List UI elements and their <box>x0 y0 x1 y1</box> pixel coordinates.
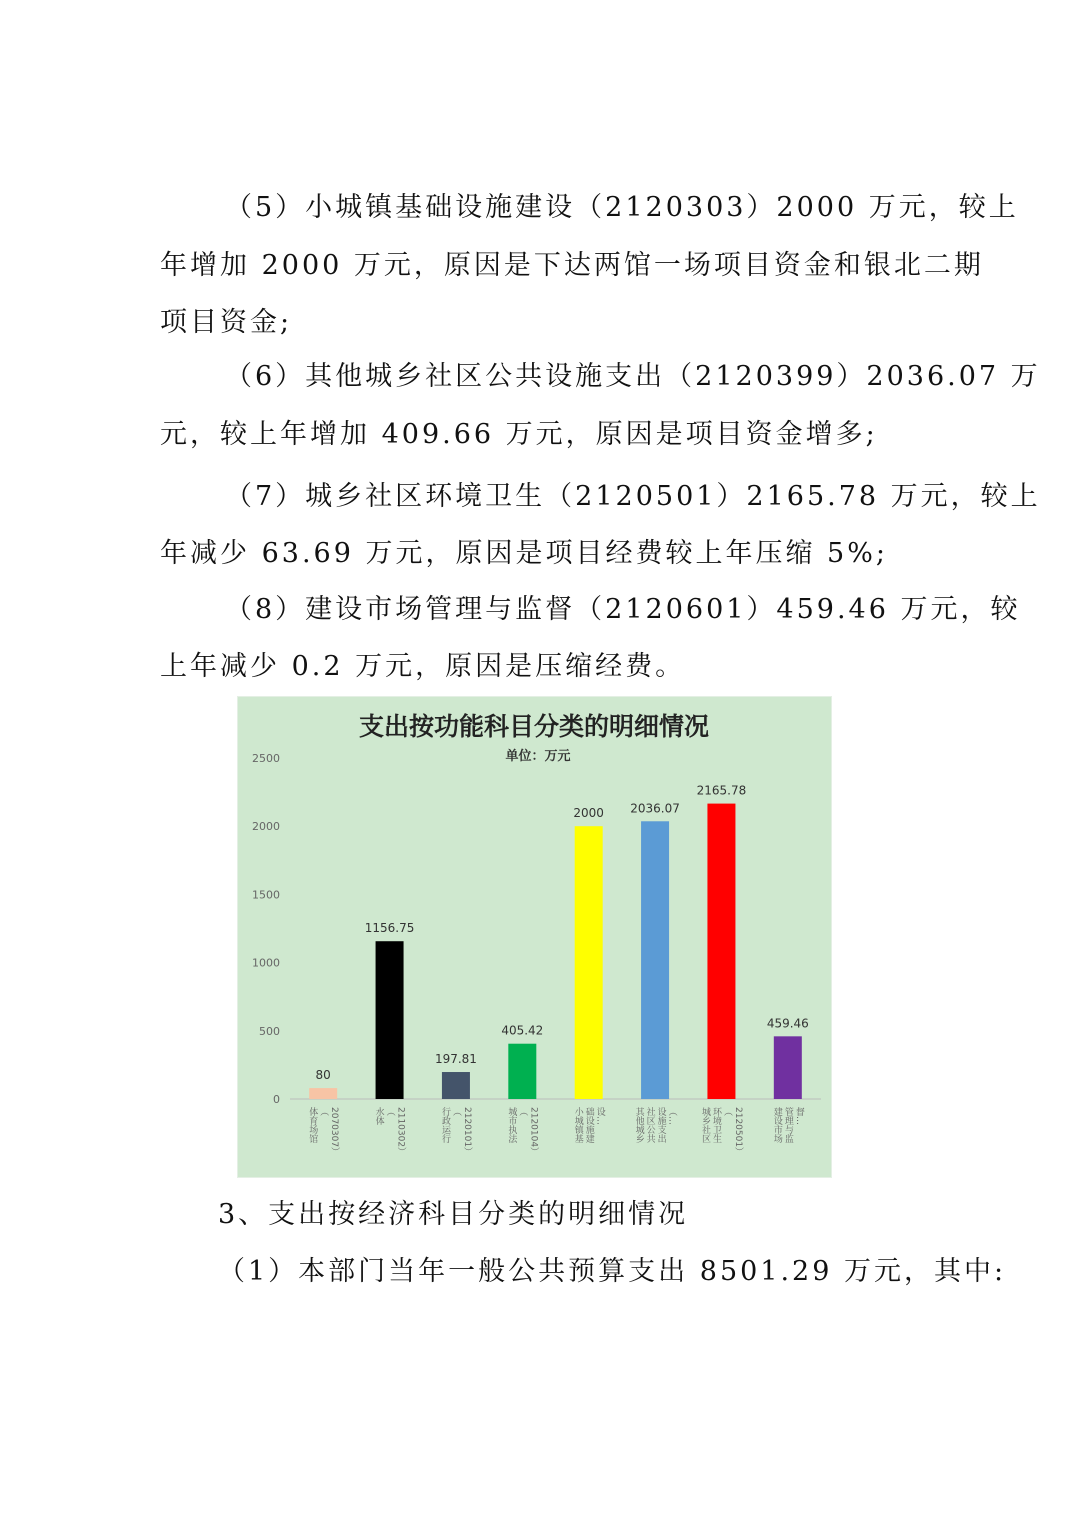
paragraph-5-line-3: 项目资金; <box>160 307 293 338</box>
x-tick-label-0-line-1: （ <box>318 1107 329 1116</box>
chart-svg <box>238 697 831 1177</box>
x-tick-label-0-line-0: 体育场馆 <box>307 1107 318 1143</box>
x-tick-label-7-line-2: 督… <box>793 1107 804 1125</box>
paragraph-6-line-2: 元，较上年增加 409.66 万元，原因是项目资金增多; <box>160 419 878 450</box>
x-tick-label-6 <box>700 1106 744 1156</box>
x-tick-label-5-line-3: （… <box>666 1107 677 1125</box>
x-tick-label-4-line-0: 小城镇基 <box>572 1107 583 1143</box>
paragraph-7-line-1: （7）城乡社区环境卫生（2120501）2165.78 万元，较上 <box>225 481 1041 512</box>
bar-5 <box>641 821 669 1099</box>
data-label-3: 405.42 <box>501 1023 544 1038</box>
x-tick-label-3-line-2: 2120104） <box>528 1107 539 1157</box>
chart-title: 支出按功能科目分类的明细情况 <box>358 712 710 741</box>
x-tick-label-5-line-1: 社区公共 <box>644 1107 655 1143</box>
x-tick-label-1-line-2: 2110302） <box>395 1107 406 1157</box>
x-tick-label-3-line-0: 城市执法 <box>506 1107 517 1143</box>
function-expenditure-chart <box>237 696 832 1178</box>
x-tick-label-3-line-1: （ <box>517 1107 528 1116</box>
paragraph-7-line-2: 年减少 63.69 万元，原因是项目经费较上年压缩 5%; <box>160 538 888 569</box>
y-tick-label-5: 2500 <box>252 752 280 765</box>
x-tick-label-2-line-1: （ <box>450 1107 461 1116</box>
data-label-0: 80 <box>315 1068 331 1083</box>
bar-0 <box>309 1088 337 1099</box>
data-label-5: 2036.07 <box>630 801 680 816</box>
bar-7 <box>774 1036 802 1099</box>
y-tick-label-0: 0 <box>273 1093 280 1106</box>
paragraph-5-line-1: （5）小城镇基础设施建设（2120303）2000 万元，较上 <box>225 192 1019 223</box>
y-tick-label-2: 1000 <box>252 956 280 970</box>
y-axis <box>252 752 280 1106</box>
x-axis-labels <box>307 1106 804 1156</box>
x-tick-label-5-line-0: 其他城乡 <box>633 1107 644 1143</box>
x-tick-label-0-line-2: 2070307） <box>329 1107 340 1157</box>
data-label-6: 2165.78 <box>696 783 747 798</box>
x-tick-label-4-line-2: 设… <box>594 1107 605 1125</box>
x-tick-label-6-line-3: 2120501） <box>732 1107 743 1157</box>
y-tick-label-1: 500 <box>259 1024 280 1038</box>
bar-2 <box>442 1072 470 1099</box>
x-tick-label-2-line-0: 行政运行 <box>439 1107 450 1143</box>
chart-subtitle: 单位：万元 <box>505 749 571 764</box>
paragraph-5-line-2: 年增加 2000 万元，原因是下达两馆一场项目资金和银北二期 <box>160 250 984 281</box>
x-tick-label-7-line-1: 管理与监 <box>782 1107 793 1143</box>
bar-1 <box>376 941 404 1099</box>
data-label-4: 2000 <box>573 806 604 821</box>
bars <box>309 804 802 1099</box>
data-label-2: 197.81 <box>434 1052 477 1067</box>
x-tick-label-1 <box>374 1106 407 1156</box>
paragraph-8-line-2: 上年减少 0.2 万元，原因是压缩经费。 <box>160 651 686 682</box>
x-tick-label-6-line-0: 城乡社区 <box>699 1107 710 1143</box>
bar-6 <box>707 804 735 1099</box>
x-tick-label-4-line-1: 础设施建 <box>583 1107 594 1143</box>
x-tick-label-1-line-0: 水体 <box>373 1107 384 1125</box>
x-tick-label-5 <box>634 1106 678 1144</box>
data-label-1: 1156.75 <box>364 921 415 936</box>
section-3-heading: 3、支出按经济科目分类的明细情况 <box>218 1199 689 1230</box>
x-tick-label-1-line-1: （ <box>384 1107 395 1116</box>
x-tick-label-3 <box>506 1106 539 1156</box>
x-tick-label-6-line-1: 环境卫生 <box>710 1107 721 1143</box>
data-label-7: 459.46 <box>766 1016 809 1031</box>
bar-4 <box>575 826 603 1099</box>
x-tick-label-0 <box>307 1106 340 1156</box>
x-tick-label-2-line-2: 2120101） <box>461 1107 472 1157</box>
x-tick-label-7-line-0: 建设市场 <box>771 1107 782 1143</box>
bar-3 <box>508 1044 536 1099</box>
x-tick-label-7 <box>772 1106 805 1143</box>
paragraph-8-line-1: （8）建设市场管理与监督（2120601）459.46 万元，较 <box>225 594 1021 625</box>
x-tick-label-4 <box>573 1106 606 1143</box>
x-tick-label-6-line-2: （ <box>721 1107 732 1116</box>
paragraph-economic-1: （1）本部门当年一般公共预算支出 8501.29 万元，其中: <box>218 1256 1007 1287</box>
x-tick-label-5-line-2: 设施支出 <box>655 1107 666 1143</box>
x-tick-label-2 <box>440 1106 473 1156</box>
y-tick-label-3: 1500 <box>252 888 280 902</box>
paragraph-6-line-1: （6）其他城乡社区公共设施支出（2120399）2036.07 万 <box>225 361 1041 392</box>
y-tick-label-4: 2000 <box>252 820 280 834</box>
